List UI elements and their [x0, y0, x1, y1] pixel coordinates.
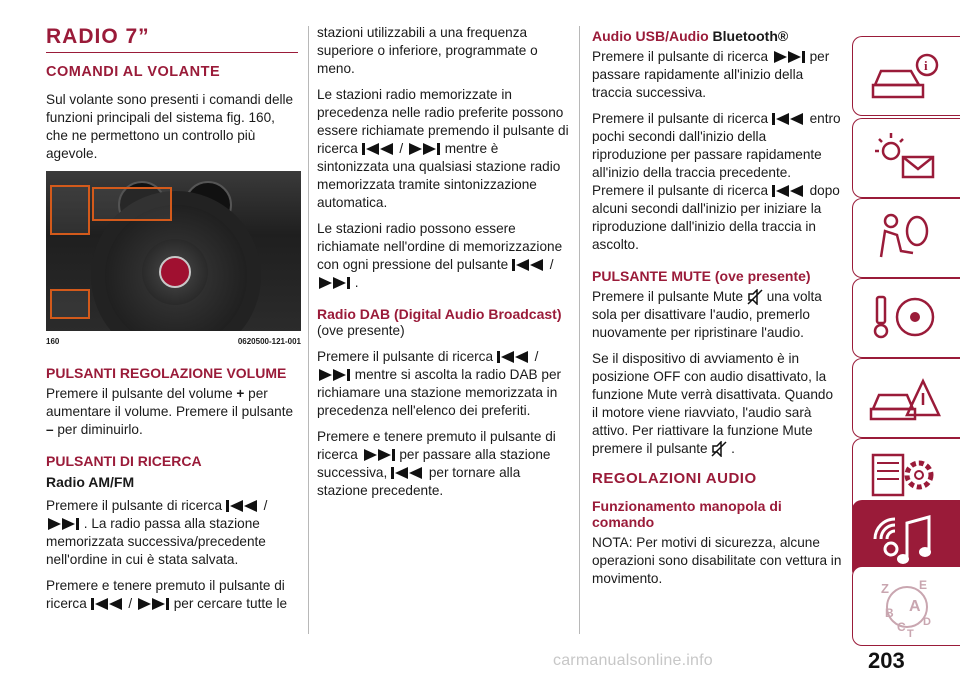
volume-text-a: Premere il pulsante del volume [46, 386, 233, 401]
column-divider-1 [308, 26, 309, 634]
callout-box-right [92, 187, 172, 221]
col2-text-5b: per passare alla stazione successiva, [317, 447, 551, 480]
col2-text-4b: mentre si ascolta la radio DAB per richiamare una stazione memorizzata in precedenza nell'elenco dei preferiti. [317, 367, 562, 418]
seek-back-icon [772, 185, 806, 197]
usb-heading-a: Audio USB/Audio [592, 28, 709, 44]
multimedia-icon [867, 509, 947, 573]
title-rule [46, 52, 298, 53]
page-number: 203 [868, 648, 905, 673]
col2-text-2 [317, 86, 569, 212]
tab-emergency[interactable] [852, 358, 960, 438]
seek-forward-icon [362, 449, 396, 461]
svg-text:i: i [924, 58, 928, 73]
seek-forward-icon [317, 277, 351, 289]
search-text-1a: Premere il pulsante di ricerca [46, 498, 223, 513]
seek-forward-icon [407, 143, 441, 155]
plus-symbol: + [236, 386, 245, 401]
seat-airbag-icon [867, 207, 947, 271]
seek-back-icon [391, 467, 425, 479]
usb-heading [592, 28, 842, 44]
subsection-title: COMANDI AL VOLANTE [46, 64, 221, 80]
mute-icon [747, 289, 763, 305]
seek-forward-icon [136, 598, 170, 610]
knob-heading: Funzionamento manopola di comando [592, 498, 782, 530]
mute-text-1b: una volta sola per disattivare l'audio, premerlo nuovamente per ripristinare l'audio. [592, 289, 822, 340]
usb-text-1b: per passare rapidamente all'inizio della traccia successiva. [592, 49, 830, 100]
search-text-1 [46, 497, 298, 569]
col2-text-5 [317, 428, 569, 500]
slash: / [534, 349, 539, 364]
starting-driving-icon [867, 287, 947, 351]
svg-text:A: A [909, 598, 921, 615]
index-icon [867, 575, 947, 639]
seek-forward-icon [772, 51, 806, 63]
tab-car-info[interactable] [852, 36, 960, 116]
svg-text:D: D [923, 616, 931, 628]
period: . [354, 275, 359, 290]
usb-text-2b: entro pochi secondi dall'inizio della riproduzione per passare rapidamente all'inizio della traccia precedente. Premere il pulsante di ricerca [592, 111, 841, 198]
steering-wheel-photo [46, 171, 301, 331]
dab-heading: Radio DAB (Digital Audio Broadcast) [317, 306, 562, 322]
slash: / [549, 257, 554, 272]
col2-text-3a: Le stazioni radio possono essere richiamate nell'ordine di memorizzazione con ogni pressione del pulsante [317, 221, 563, 272]
column-divider-2 [579, 26, 580, 634]
svg-text:Z: Z [881, 581, 889, 596]
volume-text-c: per diminuirlo. [57, 422, 143, 437]
usb-text-1a: Premere il pulsante di ricerca [592, 49, 769, 64]
mute-heading: PULSANTE MUTE (ove presente) [592, 268, 811, 284]
dab-note: (ove presente) [317, 323, 405, 338]
search-text-1b: . La radio passa alla stazione memorizzata successiva/precedente nell'ordine in cui è stata salvata. [46, 516, 266, 567]
col2-text-5c: per tornare alla stazione precedente. [317, 465, 521, 498]
usb-text-1 [592, 48, 842, 102]
search-heading: PULSANTI DI RICERCA [46, 453, 202, 469]
section-title: RADIO 7” [46, 25, 150, 48]
volume-text-b: per aumentare il volume. Premere il pulsante [46, 386, 294, 419]
tab-warning-lights[interactable] [852, 118, 960, 198]
column-3 [592, 24, 842, 596]
usb-text-2 [592, 110, 842, 254]
figure-code: 0620500-121-001 [237, 337, 301, 346]
mute-text-2a: Se il dispositivo di avviamento è in posizione OFF con audio disattivato, la funzione Mute verrà disattivata. Quando il motore viene riavviato, l'audio sarà attivo. Per riattivare la funzione Mute premere il pulsante [592, 351, 834, 456]
figure-number: 160 [46, 337, 60, 346]
seek-back-icon [772, 113, 806, 125]
mute-text-1a: Premere il pulsante Mute [592, 289, 744, 304]
col2-text-2a: Le stazioni radio memorizzate in precedenza nelle radio preferite possono essere richiamate premendo il pulsante di ricerca [317, 87, 569, 156]
column-1 [46, 24, 301, 621]
col2-text-5a: Premere e tenere premuto il pulsante di ricerca [317, 429, 556, 462]
slash: / [263, 498, 268, 513]
volume-text [46, 385, 298, 439]
radio-heading: Radio AM/FM [46, 474, 135, 490]
mute-icon [711, 441, 727, 457]
search-text-2 [46, 577, 298, 613]
warning-lights-icon [867, 127, 947, 191]
seek-back-icon [91, 598, 125, 610]
brand-logo [159, 256, 191, 288]
tab-starting-driving[interactable] [852, 278, 960, 358]
column-2 [317, 24, 569, 508]
svg-text:E: E [919, 578, 928, 592]
seek-forward-icon [317, 369, 351, 381]
seek-back-icon [512, 259, 546, 271]
col2-text-1: stazioni utilizzabili a una frequenza superiore o inferiore, programmate o meno. [317, 25, 538, 76]
seek-back-icon [497, 351, 531, 363]
usb-text-2a: Premere il pulsante di ricerca [592, 111, 769, 126]
car-info-icon [867, 45, 947, 109]
col2-text-3 [317, 220, 569, 292]
slash: / [128, 596, 133, 611]
emergency-icon [867, 367, 947, 431]
minus-symbol: – [46, 422, 54, 437]
slash: / [399, 141, 404, 156]
period: . [731, 441, 735, 456]
search-text-2b: per cercare tutte le [173, 596, 288, 611]
callout-box-bottom [50, 289, 90, 319]
tab-safety[interactable] [852, 198, 960, 278]
col2-text-2b: mentre è sintonizzata una qualsiasi stazione radio memorizzata tramite sintonizzazione automatica. [317, 141, 561, 210]
audio-settings-heading: REGOLAZIONI AUDIO [592, 470, 757, 487]
volume-heading: PULSANTI REGOLAZIONE VOLUME [46, 365, 287, 381]
seek-back-icon [226, 500, 260, 512]
figure-caption [46, 333, 301, 351]
search-text-2a: Premere e tenere premuto il pulsante di ricerca [46, 578, 285, 611]
svg-text:B: B [885, 606, 894, 620]
mute-text-1 [592, 288, 842, 342]
col2-text-4 [317, 348, 569, 420]
svg-text:T: T [907, 628, 914, 639]
usb-heading-b: Bluetooth® [712, 28, 789, 44]
seek-back-icon [362, 143, 396, 155]
watermark: carmanualsonline.info [553, 652, 713, 669]
tab-index[interactable] [852, 566, 960, 646]
note-text: NOTA: Per motivi di sicurezza, alcune operazioni sono disabilitate con vettura in movimento. [592, 535, 842, 586]
col2-text-4a: Premere il pulsante di ricerca [317, 349, 494, 364]
svg-text:C: C [897, 620, 906, 634]
seek-forward-icon [46, 518, 80, 530]
callout-box-top [50, 185, 90, 235]
mute-text-2 [592, 350, 842, 458]
usb-text-2c: dopo alcuni secondi dall'inizio per iniziare la riproduzione dall'inizio della traccia in ascolto. [592, 183, 840, 252]
intro-text: Sul volante sono presenti i comandi delle funzioni principali del sistema fig. 160, che ne permettono un controllo più agevole. [46, 92, 294, 161]
